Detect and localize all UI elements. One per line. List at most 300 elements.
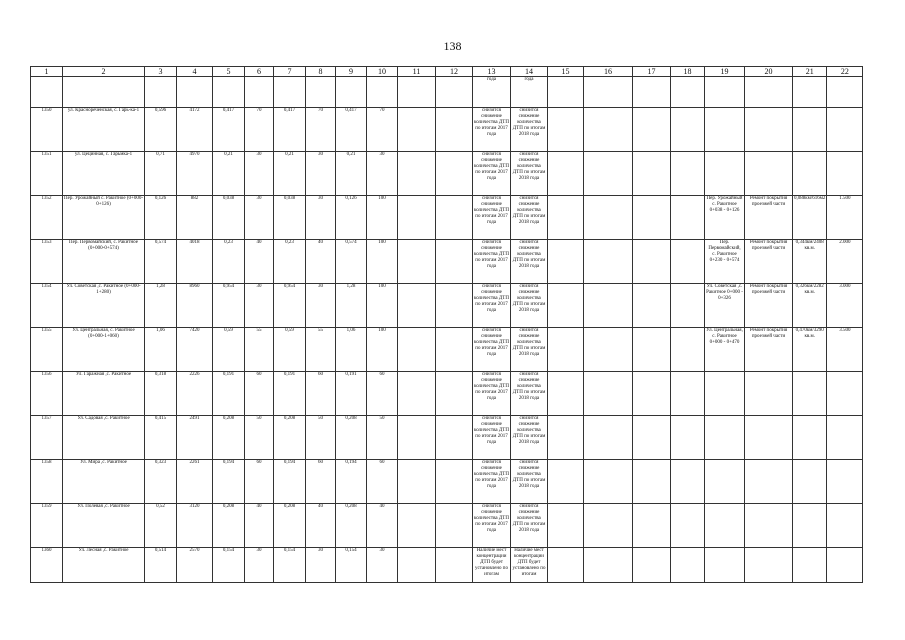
cell-col-3: 0,415 <box>145 416 177 460</box>
continuation-cell <box>671 77 705 108</box>
cell-col-2: ул. Цецинная, с. Гарьмка-1 <box>63 152 145 196</box>
column-number: 4 <box>177 67 213 77</box>
column-number: 7 <box>274 67 306 77</box>
cell-col-20 <box>745 152 793 196</box>
cell-col-8: 30 <box>306 152 336 196</box>
cell-col-4: 3120 <box>177 504 213 548</box>
cell-col-17 <box>633 416 671 460</box>
cell-col-11 <box>398 152 436 196</box>
cell-col-4: 4970 <box>177 152 213 196</box>
cell-col-21 <box>793 504 827 548</box>
cell-col-16 <box>584 240 633 284</box>
cell-col-13: снизится снижение количества ДТП по итогам 2017 года <box>473 196 511 240</box>
cell-col-21 <box>793 460 827 504</box>
continuation-cell <box>213 77 245 108</box>
cell-col-1: 1356 <box>31 372 63 416</box>
cell-col-22 <box>827 416 863 460</box>
cell-col-19 <box>705 108 745 152</box>
cell-col-14: снизится снижение количества ДТП по итогам 2018 года <box>511 152 548 196</box>
cell-col-20 <box>745 548 793 583</box>
cell-col-7: 0,21 <box>274 152 306 196</box>
cell-col-13: снизится снижение количества ДТП по итогам 2017 года <box>473 460 511 504</box>
table-row <box>31 196 863 240</box>
cell-col-18 <box>671 548 705 583</box>
cell-col-8: 50 <box>306 416 336 460</box>
cell-col-5: 0,208 <box>213 416 245 460</box>
cell-col-19: Пер. Урожайный с. Ракитное 0+038 - 0+126 <box>705 196 745 240</box>
cell-col-17 <box>633 372 671 416</box>
column-number: 8 <box>306 67 336 77</box>
cell-col-12 <box>436 460 473 504</box>
cell-col-1: 1353 <box>31 240 63 284</box>
cell-col-18 <box>671 240 705 284</box>
cell-col-19: Ул. Центральная, с. Ракитное 0+000 - 0+470 <box>705 328 745 372</box>
cell-col-22 <box>827 504 863 548</box>
cell-col-12 <box>436 240 473 284</box>
cell-col-11 <box>398 460 436 504</box>
cell-col-1: 1350 <box>31 108 63 152</box>
cell-col-3: 0,323 <box>145 460 177 504</box>
cell-col-22: 3.000 <box>827 284 863 328</box>
cell-col-13: снизится снижение количества ДТП по итогам 2017 года <box>473 240 511 284</box>
cell-col-17 <box>633 548 671 583</box>
cell-col-17 <box>633 284 671 328</box>
cell-col-4: 8960 <box>177 284 213 328</box>
continuation-row <box>31 77 863 108</box>
cell-col-5: 0,208 <box>213 504 245 548</box>
cell-col-20: Ремонт покрытия проезжей части <box>745 196 793 240</box>
cell-col-1: 1359 <box>31 504 63 548</box>
table-row <box>31 328 863 372</box>
cell-col-16 <box>584 372 633 416</box>
cell-col-7: 0,191 <box>274 372 306 416</box>
continuation-cell <box>548 77 584 108</box>
cell-col-16 <box>584 328 633 372</box>
cell-col-19 <box>705 548 745 583</box>
continuation-cell: года <box>473 77 511 108</box>
cell-col-3: 0,126 <box>145 196 177 240</box>
page-number: 138 <box>443 39 462 53</box>
continuation-cell <box>705 77 745 108</box>
cell-col-6: 60 <box>245 460 274 504</box>
cell-col-10: 70 <box>367 108 398 152</box>
cell-col-15 <box>548 328 584 372</box>
cell-col-7: 0,208 <box>274 504 306 548</box>
cell-col-6: 40 <box>245 504 274 548</box>
cell-col-15 <box>548 196 584 240</box>
cell-col-5: 0,954 <box>213 284 245 328</box>
cell-col-19 <box>705 460 745 504</box>
cell-col-13: Наличие мест концентрации ДТП будет установлено по итогам <box>473 548 511 583</box>
column-number: 21 <box>793 67 827 77</box>
cell-col-7: 0,038 <box>274 196 306 240</box>
cell-col-16 <box>584 548 633 583</box>
cell-col-7: 0,417 <box>274 108 306 152</box>
cell-col-18 <box>671 372 705 416</box>
cell-col-16 <box>584 460 633 504</box>
cell-col-19: Ул. Советская ,с. Ракитное 0+000 - 0+326 <box>705 284 745 328</box>
cell-col-1: 1357 <box>31 416 63 460</box>
cell-col-18 <box>671 284 705 328</box>
cell-col-12 <box>436 328 473 372</box>
column-number: 5 <box>213 67 245 77</box>
cell-col-5: 0,417 <box>213 108 245 152</box>
column-number: 10 <box>367 67 398 77</box>
cell-col-11 <box>398 240 436 284</box>
cell-col-4: 2570 <box>177 548 213 583</box>
cell-col-9: 0,208 <box>336 504 367 548</box>
cell-col-15 <box>548 460 584 504</box>
cell-col-17 <box>633 196 671 240</box>
cell-col-9: 0,208 <box>336 416 367 460</box>
cell-col-12 <box>436 372 473 416</box>
cell-col-7: 0,154 <box>274 548 306 583</box>
cell-col-8: 30 <box>306 548 336 583</box>
cell-col-2: Пер. Урожайный с. Ракитное (0+000-0+126) <box>63 196 145 240</box>
cell-col-22 <box>827 108 863 152</box>
road-register-table <box>30 66 863 583</box>
cell-col-18 <box>671 460 705 504</box>
continuation-cell <box>633 77 671 108</box>
cell-col-15 <box>548 504 584 548</box>
column-number: 19 <box>705 67 745 77</box>
cell-col-8: 30 <box>306 196 336 240</box>
cell-col-13: снизится снижение количества ДТП по итогам 2017 года <box>473 284 511 328</box>
cell-col-6: 50 <box>245 416 274 460</box>
table-row <box>31 108 863 152</box>
continuation-cell <box>306 77 336 108</box>
cell-col-1: 1351 <box>31 152 63 196</box>
cell-col-2: Ул. Мира ,с. Ракитное <box>63 460 145 504</box>
continuation-cell <box>398 77 436 108</box>
continuation-cell <box>827 77 863 108</box>
continuation-cell <box>793 77 827 108</box>
cell-col-9: 0,191 <box>336 372 367 416</box>
cell-col-16 <box>584 108 633 152</box>
cell-col-17 <box>633 328 671 372</box>
cell-col-18 <box>671 504 705 548</box>
column-number: 2 <box>63 67 145 77</box>
cell-col-22 <box>827 460 863 504</box>
cell-col-9: 0,126 <box>336 196 367 240</box>
cell-col-21: 0,470км/3290 кв.м. <box>793 328 827 372</box>
cell-col-11 <box>398 196 436 240</box>
cell-col-8: 60 <box>306 460 336 504</box>
cell-col-17 <box>633 152 671 196</box>
cell-col-2: Ул. Садовая ,с. Ракитное <box>63 416 145 460</box>
cell-col-13: снизится снижение количества ДТП по итогам 2017 года <box>473 108 511 152</box>
cell-col-13: снизится снижение количества ДТП по итогам 2017 года <box>473 416 511 460</box>
cell-col-4: 4018 <box>177 240 213 284</box>
cell-col-10: 50 <box>367 416 398 460</box>
continuation-cell <box>245 77 274 108</box>
column-number: 22 <box>827 67 863 77</box>
cell-col-7: 0,194 <box>274 460 306 504</box>
cell-col-3: 0,52 <box>145 504 177 548</box>
cell-col-19 <box>705 152 745 196</box>
cell-col-3: 0,71 <box>145 152 177 196</box>
cell-col-22: 2.000 <box>827 240 863 284</box>
cell-col-5: 0,038 <box>213 196 245 240</box>
cell-col-7: 0,954 <box>274 284 306 328</box>
column-number: 9 <box>336 67 367 77</box>
cell-col-3: 0,318 <box>145 372 177 416</box>
cell-col-5: 0,154 <box>213 548 245 583</box>
table-row <box>31 504 863 548</box>
cell-col-22 <box>827 152 863 196</box>
cell-col-20 <box>745 416 793 460</box>
cell-col-20 <box>745 460 793 504</box>
cell-col-8: 70 <box>306 108 336 152</box>
cell-col-4: 7420 <box>177 328 213 372</box>
cell-col-9: 0,194 <box>336 460 367 504</box>
column-number: 17 <box>633 67 671 77</box>
continuation-cell <box>145 77 177 108</box>
continuation-cell <box>367 77 398 108</box>
cell-col-8: 40 <box>306 504 336 548</box>
cell-col-4: 4172 <box>177 108 213 152</box>
cell-col-20 <box>745 504 793 548</box>
cell-col-12 <box>436 548 473 583</box>
column-number: 13 <box>473 67 511 77</box>
cell-col-13: снизится снижение количества ДТП по итогам 2017 года <box>473 152 511 196</box>
cell-col-20 <box>745 108 793 152</box>
cell-col-4: 2261 <box>177 460 213 504</box>
cell-col-14: снизится снижение количества ДТП по итогам 2018 года <box>511 460 548 504</box>
cell-col-21 <box>793 416 827 460</box>
cell-col-14: снизится снижение количества ДТП по итогам 2018 года <box>511 372 548 416</box>
cell-col-16 <box>584 152 633 196</box>
cell-col-14: снизится снижение количества ДТП по итогам 2018 года <box>511 108 548 152</box>
cell-col-12 <box>436 108 473 152</box>
cell-col-14: снизится снижение количества ДТП по итогам 2018 года <box>511 240 548 284</box>
continuation-cell <box>31 77 63 108</box>
column-number-row <box>31 67 863 77</box>
cell-col-2: Пер. Первомайский, с. Ракитное (0+000-0+574) <box>63 240 145 284</box>
cell-col-7: 0,59 <box>274 328 306 372</box>
cell-col-16 <box>584 504 633 548</box>
cell-col-1: 1358 <box>31 460 63 504</box>
cell-col-15 <box>548 284 584 328</box>
cell-col-18 <box>671 196 705 240</box>
cell-col-4: 2226 <box>177 372 213 416</box>
continuation-cell <box>336 77 367 108</box>
continuation-cell <box>274 77 306 108</box>
table-row <box>31 372 863 416</box>
cell-col-14: Наличие мест концентрации ДТП будет установлено по итогам <box>511 548 548 583</box>
cell-col-6: 40 <box>245 240 274 284</box>
column-number: 12 <box>436 67 473 77</box>
cell-col-20: Ремонт покрытия проезжей части <box>745 328 793 372</box>
cell-col-2: Ул. Советская ,с. Ракитное (0+000-1+280) <box>63 284 145 328</box>
cell-col-10: 100 <box>367 196 398 240</box>
table-row <box>31 240 863 284</box>
cell-col-19 <box>705 372 745 416</box>
cell-col-4: 2491 <box>177 416 213 460</box>
cell-col-11 <box>398 108 436 152</box>
cell-col-14: снизится снижение количества ДТП по итогам 2018 года <box>511 328 548 372</box>
cell-col-1: 1354 <box>31 284 63 328</box>
cell-col-10: 60 <box>367 460 398 504</box>
continuation-cell <box>745 77 793 108</box>
cell-col-17 <box>633 240 671 284</box>
cell-col-10: 100 <box>367 328 398 372</box>
cell-col-6: 30 <box>245 152 274 196</box>
cell-col-10: 100 <box>367 284 398 328</box>
cell-col-21: 0,326км/2282 кв.м. <box>793 284 827 328</box>
cell-col-11 <box>398 416 436 460</box>
column-number: 11 <box>398 67 436 77</box>
cell-col-14: снизится снижение количества ДТП по итогам 2018 года <box>511 284 548 328</box>
cell-col-22: 3.500 <box>827 328 863 372</box>
cell-col-21 <box>793 108 827 152</box>
cell-col-17 <box>633 460 671 504</box>
cell-col-6: 55 <box>245 328 274 372</box>
cell-col-21: 0,344км/2408 кв.м. <box>793 240 827 284</box>
cell-col-8: 30 <box>306 284 336 328</box>
cell-col-15 <box>548 108 584 152</box>
cell-col-1: 1352 <box>31 196 63 240</box>
cell-col-20: Ремонт покрытия проезжей части <box>745 284 793 328</box>
cell-col-18 <box>671 108 705 152</box>
cell-col-8: 55 <box>306 328 336 372</box>
cell-col-10: 40 <box>367 504 398 548</box>
cell-col-21 <box>793 152 827 196</box>
continuation-cell: года <box>511 77 548 108</box>
continuation-cell <box>584 77 633 108</box>
cell-col-20 <box>745 372 793 416</box>
cell-col-10: 30 <box>367 548 398 583</box>
cell-col-2: Ул. Полевая ,с. Ракитное <box>63 504 145 548</box>
cell-col-5: 0,23 <box>213 240 245 284</box>
cell-col-1: 1360 <box>31 548 63 583</box>
cell-col-22: 1.500 <box>827 196 863 240</box>
column-number: 14 <box>511 67 548 77</box>
column-number: 20 <box>745 67 793 77</box>
cell-col-9: 0,21 <box>336 152 367 196</box>
cell-col-18 <box>671 152 705 196</box>
cell-col-12 <box>436 196 473 240</box>
cell-col-17 <box>633 108 671 152</box>
cell-col-17 <box>633 504 671 548</box>
cell-col-13: снизится снижение количества ДТП по итогам 2017 года <box>473 328 511 372</box>
table-row <box>31 548 863 583</box>
cell-col-19: Пер. Первомайский, с. Ракитное 0+230 - 0+574 <box>705 240 745 284</box>
cell-col-5: 0,59 <box>213 328 245 372</box>
cell-col-15 <box>548 152 584 196</box>
cell-col-15 <box>548 240 584 284</box>
cell-col-11 <box>398 328 436 372</box>
cell-col-6: 30 <box>245 548 274 583</box>
cell-col-1: 1355 <box>31 328 63 372</box>
cell-col-11 <box>398 372 436 416</box>
continuation-cell <box>436 77 473 108</box>
column-number: 18 <box>671 67 705 77</box>
cell-col-15 <box>548 372 584 416</box>
cell-col-5: 0,21 <box>213 152 245 196</box>
cell-col-14: снизится снижение количества ДТП по итогам 2018 года <box>511 196 548 240</box>
table-row <box>31 460 863 504</box>
cell-col-14: снизится снижение количества ДТП по итогам 2018 года <box>511 416 548 460</box>
cell-col-12 <box>436 504 473 548</box>
cell-col-21: 0,088км/616м2 <box>793 196 827 240</box>
cell-col-3: 1,28 <box>145 284 177 328</box>
cell-col-6: 60 <box>245 372 274 416</box>
cell-col-11 <box>398 548 436 583</box>
cell-col-12 <box>436 416 473 460</box>
cell-col-2: Ул. Гаражная ,с. Ракитное <box>63 372 145 416</box>
cell-col-19 <box>705 416 745 460</box>
table-row <box>31 284 863 328</box>
continuation-cell <box>177 77 213 108</box>
cell-col-11 <box>398 284 436 328</box>
cell-col-2: Ул. Лесная ,с. Ракитное <box>63 548 145 583</box>
cell-col-7: 0,208 <box>274 416 306 460</box>
cell-col-16 <box>584 196 633 240</box>
cell-col-13: снизится снижение количества ДТП по итогам 2017 года <box>473 372 511 416</box>
cell-col-3: 0,596 <box>145 108 177 152</box>
cell-col-5: 0,194 <box>213 460 245 504</box>
column-number: 16 <box>584 67 633 77</box>
cell-col-13: снизится снижение количества ДТП по итогам 2017 года <box>473 504 511 548</box>
cell-col-21 <box>793 548 827 583</box>
cell-col-7: 0,23 <box>274 240 306 284</box>
cell-col-5: 0,191 <box>213 372 245 416</box>
cell-col-9: 0,154 <box>336 548 367 583</box>
cell-col-6: 70 <box>245 108 274 152</box>
cell-col-3: 0,574 <box>145 240 177 284</box>
cell-col-9: 1,28 <box>336 284 367 328</box>
cell-col-18 <box>671 416 705 460</box>
cell-col-20: Ремонт покрытия проезжей части <box>745 240 793 284</box>
cell-col-19 <box>705 504 745 548</box>
cell-col-9: 1,06 <box>336 328 367 372</box>
cell-col-6: 30 <box>245 284 274 328</box>
column-number: 15 <box>548 67 584 77</box>
cell-col-16 <box>584 416 633 460</box>
column-number: 3 <box>145 67 177 77</box>
cell-col-2: ул. Краснореченская, с. Гарь-ка-1 <box>63 108 145 152</box>
cell-col-18 <box>671 328 705 372</box>
cell-col-4: 882 <box>177 196 213 240</box>
table-row <box>31 416 863 460</box>
cell-col-12 <box>436 284 473 328</box>
cell-col-10: 60 <box>367 372 398 416</box>
cell-col-14: снизится снижение количества ДТП по итогам 2018 года <box>511 504 548 548</box>
cell-col-15 <box>548 416 584 460</box>
table-row <box>31 152 863 196</box>
cell-col-21 <box>793 372 827 416</box>
cell-col-8: 40 <box>306 240 336 284</box>
cell-col-11 <box>398 504 436 548</box>
cell-col-16 <box>584 284 633 328</box>
cell-col-15 <box>548 548 584 583</box>
column-number: 6 <box>245 67 274 77</box>
cell-col-22 <box>827 372 863 416</box>
cell-col-8: 60 <box>306 372 336 416</box>
cell-col-22 <box>827 548 863 583</box>
cell-col-6: 30 <box>245 196 274 240</box>
cell-col-3: 1,06 <box>145 328 177 372</box>
cell-col-9: 0,417 <box>336 108 367 152</box>
continuation-cell <box>63 77 145 108</box>
cell-col-10: 30 <box>367 152 398 196</box>
cell-col-10: 100 <box>367 240 398 284</box>
cell-col-9: 0,574 <box>336 240 367 284</box>
cell-col-12 <box>436 152 473 196</box>
cell-col-2: Ул. Центральная, с. Ракитное (0+000-1+060) <box>63 328 145 372</box>
column-number: 1 <box>31 67 63 77</box>
